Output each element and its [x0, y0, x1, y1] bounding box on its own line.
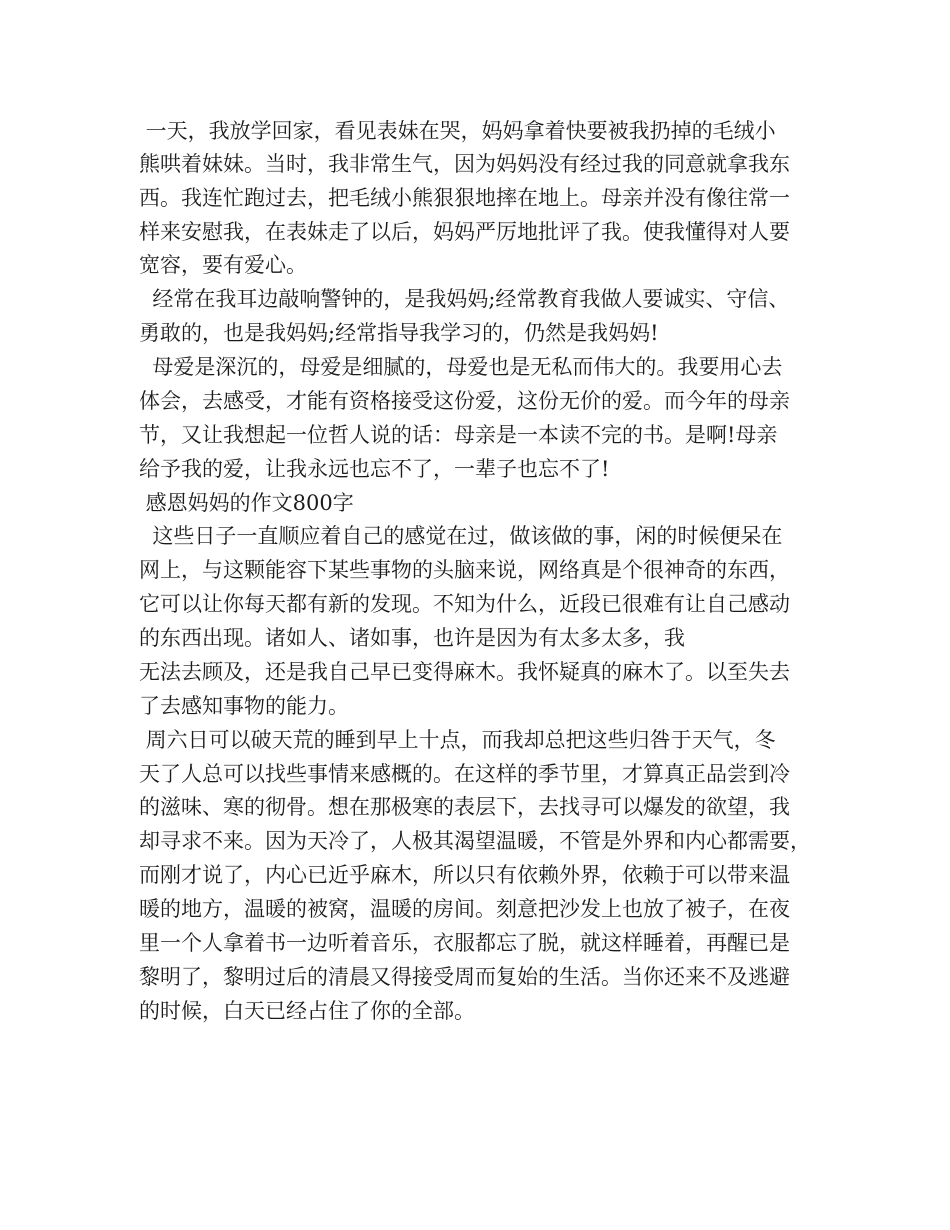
text-line-19: 周六日可以破天荒的睡到早上十点，而我却总把这些归咎于天气，冬 [139, 728, 776, 752]
text-line-7: 勇敢的，也是我妈妈;经常指导我学习的，仍然是我妈妈! [139, 321, 659, 345]
text-line-11: 给予我的爱，让我永远也忘不了，一辈子也忘不了! [139, 457, 610, 481]
text-line-9: 体会，去感受，才能有资格接受这份爱，这份无价的爱。而今年的母亲 [139, 389, 790, 413]
section-heading: 感恩妈妈的作文800字 [139, 491, 354, 515]
text-line-13: 这些日子一直顺应着自己的感觉在过，做该做的事，闲的时候便呆在 [139, 524, 783, 548]
text-line-24: 暖的地方，温暖的被窝，温暖的房间。刻意把沙发上也放了被子，在夜 [139, 897, 790, 921]
text-line-22: 却寻求不来。因为天冷了，人极其渴望温暖，不管是外界和内心都需要， [139, 829, 811, 853]
text-line-15: 它可以让你每天都有新的发现。不知为什么，近段已很难有让自己感动 [139, 592, 790, 616]
text-line-6: 经常在我耳边敲响警钟的，是我妈妈;经常教育我做人要诚实、守信、 [139, 287, 790, 311]
text-line-14: 网上，与这颗能容下某些事物的头脑来说，网络真是个很神奇的东西， [139, 558, 790, 582]
text-line-4: 样来安慰我，在表妹走了以后，妈妈严厉地批评了我。使我懂得对人要 [139, 220, 790, 244]
text-line-1: 一天，我放学回家，看见表妹在哭，妈妈拿着快要被我扔掉的毛绒小 [139, 119, 776, 143]
text-line-27: 的时候，白天已经占住了你的全部。 [139, 999, 475, 1023]
text-line-26: 黎明了，黎明过后的清晨又得接受周而复始的生活。当你还来不及逃避 [139, 965, 790, 989]
text-line-3: 西。我连忙跑过去，把毛绒小熊狠狠地摔在地上。母亲并没有像往常一 [139, 186, 790, 210]
text-line-10: 节，又让我想起一位哲人说的话：母亲是一本读不完的书。是啊!母亲 [139, 423, 778, 447]
text-line-5: 宽容，要有爱心。 [139, 253, 307, 277]
text-line-23: 而刚才说了，内心已近乎麻木，所以只有依赖外界，依赖于可以带来温 [139, 863, 790, 887]
text-line-16: 的东西出现。诸如人、诸如事，也许是因为有太多太多，我 [139, 626, 685, 650]
text-line-21: 的滋味、寒的彻骨。想在那极寒的表层下，去找寻可以爆发的欲望，我 [139, 795, 790, 819]
text-line-18: 了去感知事物的能力。 [139, 694, 349, 718]
text-line-20: 天了人总可以找些事情来感概的。在这样的季节里，才算真正品尝到冷 [139, 762, 790, 786]
text-line-25: 里一个人拿着书一边听着音乐，衣服都忘了脱，就这样睡着，再醒已是 [139, 931, 790, 955]
text-line-17: 无法去顾及，还是我自己早已变得麻木。我怀疑真的麻木了。以至失去 [139, 660, 790, 684]
text-line-8: 母爱是深沉的，母爱是细腻的，母爱也是无私而伟大的。我要用心去 [139, 355, 783, 379]
text-line-2: 熊哄着妹妹。当时，我非常生气，因为妈妈没有经过我的同意就拿我东 [139, 152, 790, 176]
